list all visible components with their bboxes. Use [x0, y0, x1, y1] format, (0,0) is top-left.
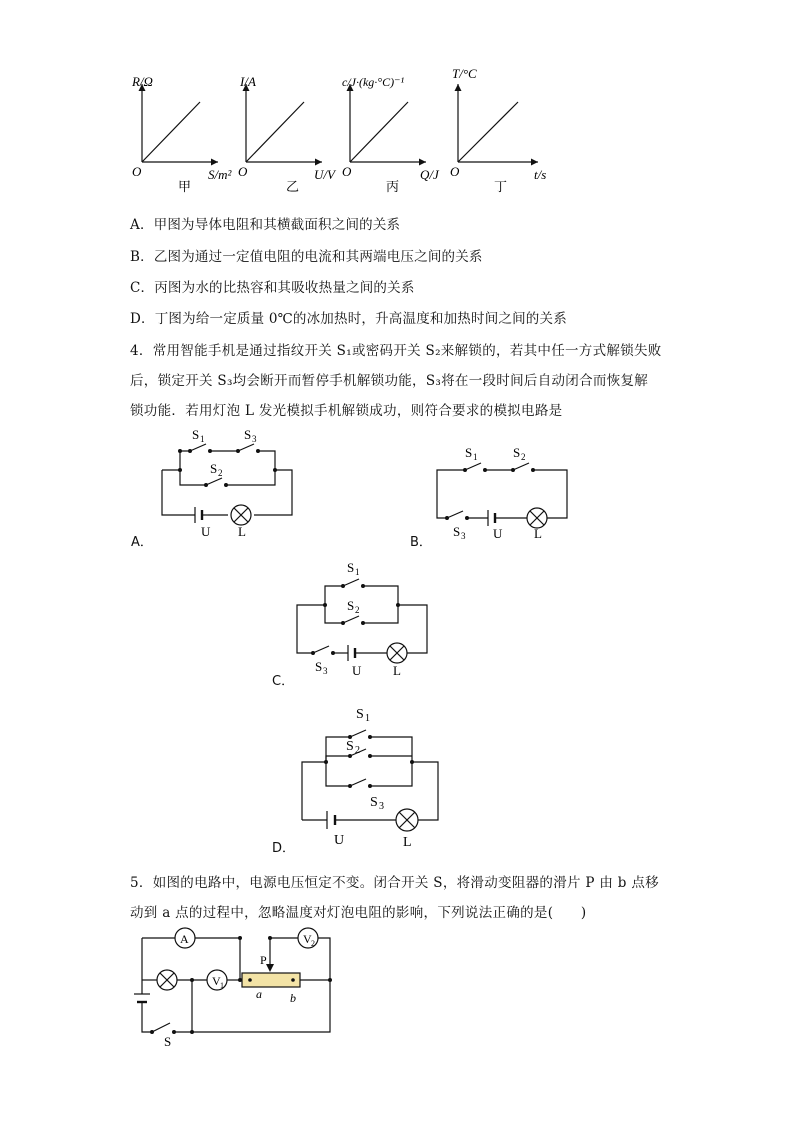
svg-text:3: 3 — [379, 801, 384, 812]
q3-option-b: B．乙图为通过一定值电阻的电流和其两端电压之间的关系 — [130, 249, 483, 265]
svg-text:S: S — [192, 427, 200, 442]
circuit-d — [290, 700, 450, 850]
svg-text:L: L — [393, 663, 401, 678]
svg-text:2: 2 — [355, 605, 360, 615]
graph-ylabel: T/°C — [452, 66, 477, 81]
svg-text:1: 1 — [200, 434, 205, 444]
svg-text:2: 2 — [311, 939, 315, 948]
graph-xlabel: S/m² — [208, 167, 232, 182]
graph-ding — [450, 66, 546, 194]
svg-text:V: V — [212, 974, 221, 988]
graph-caption: 甲 — [178, 179, 192, 194]
svg-text:1: 1 — [473, 452, 478, 462]
q4-option-c-label: C． — [272, 674, 295, 689]
svg-text:3: 3 — [461, 531, 466, 540]
svg-text:2: 2 — [521, 452, 526, 462]
svg-text:P: P — [260, 953, 267, 967]
svg-text:1: 1 — [220, 981, 224, 990]
graph-caption: 丙 — [386, 179, 400, 194]
graph-origin: O — [342, 164, 352, 179]
circuit-b — [425, 440, 580, 540]
svg-text:S: S — [315, 659, 323, 674]
svg-text:b: b — [290, 991, 296, 1005]
svg-text:S: S — [346, 739, 354, 754]
svg-text:S: S — [210, 461, 218, 476]
graphs-figure — [120, 64, 560, 194]
q4-text-line1: 4．常用智能手机是通过指纹开关 S₁或密码开关 S₂来解锁的，若其中任一方式解锁失败 — [130, 343, 662, 359]
q4-option-d-label: D． — [272, 841, 296, 856]
graph-yi — [238, 74, 337, 194]
graph-xlabel: U/V — [314, 167, 335, 182]
q4-text-line2: 后，锁定开关 S₃均会断开而暂停手机解锁功能，S₃将在一段时间后自动闭合而恢复解 — [130, 373, 649, 389]
svg-text:S: S — [453, 524, 461, 539]
svg-text:U: U — [201, 524, 211, 539]
graph-xlabel: t/s — [534, 167, 547, 182]
svg-text:2: 2 — [218, 468, 223, 478]
q3-option-d: D．丁图为给一定质量 0℃的冰加热时，升高温度和加热时间之间的关系 — [130, 311, 567, 327]
q5-text-line2: 动到 a 点的过程中，忽略温度对灯泡电阻的影响，下列说法正确的是( ) — [130, 905, 587, 921]
svg-text:U: U — [334, 833, 345, 848]
svg-text:S: S — [244, 427, 252, 442]
graph-ylabel: c/J·(kg·°C)⁻¹ — [342, 75, 405, 89]
svg-text:S: S — [370, 795, 378, 810]
q5-circuit — [130, 922, 340, 1052]
svg-text:U: U — [352, 663, 362, 678]
svg-text:S: S — [513, 445, 521, 460]
svg-text:a: a — [256, 987, 262, 1001]
svg-text:S: S — [465, 445, 473, 460]
svg-text:2: 2 — [355, 745, 360, 756]
q4-option-b-label: B． — [410, 535, 432, 550]
q3-option-c: C．丙图为水的比热容和其吸收热量之间的关系 — [130, 280, 415, 296]
svg-text:1: 1 — [355, 567, 360, 577]
svg-text:3: 3 — [323, 666, 328, 676]
graph-origin: O — [132, 164, 142, 179]
q4-text-line3: 锁功能．若用灯泡 L 发光模拟手机解锁成功，则符合要求的模拟电路是 — [130, 403, 563, 419]
graph-xlabel: Q/J — [420, 167, 439, 182]
svg-text:V: V — [303, 932, 312, 946]
graph-ylabel: I/A — [240, 74, 256, 89]
graph-bing — [342, 75, 440, 194]
graph-ylabel: R/Ω — [132, 74, 153, 89]
svg-text:1: 1 — [365, 713, 370, 724]
svg-text:S: S — [164, 1034, 172, 1049]
graph-origin: O — [450, 164, 460, 179]
q3-option-a: A．甲图为导体电阻和其横截面积之间的关系 — [130, 217, 401, 233]
graph-jia — [131, 74, 233, 194]
svg-text:L: L — [238, 524, 246, 539]
svg-text:3: 3 — [252, 434, 257, 444]
svg-text:S: S — [347, 598, 355, 613]
svg-text:S: S — [356, 707, 364, 722]
svg-text:S: S — [347, 560, 355, 575]
circuit-a — [150, 425, 310, 540]
svg-text:U: U — [493, 526, 503, 540]
circuit-c — [285, 555, 445, 680]
q5-text-line1: 5．如图的电路中，电源电压恒定不变。闭合开关 S，将滑动变阻器的滑片 P 由 b 点移 — [130, 875, 659, 891]
graph-caption: 丁 — [494, 179, 508, 194]
graph-caption: 乙 — [286, 179, 300, 194]
svg-text:L: L — [534, 526, 542, 540]
graph-origin: O — [238, 164, 248, 179]
svg-text:A: A — [180, 932, 189, 946]
svg-text:L: L — [403, 835, 412, 850]
q4-option-a-label: A． — [131, 535, 153, 550]
